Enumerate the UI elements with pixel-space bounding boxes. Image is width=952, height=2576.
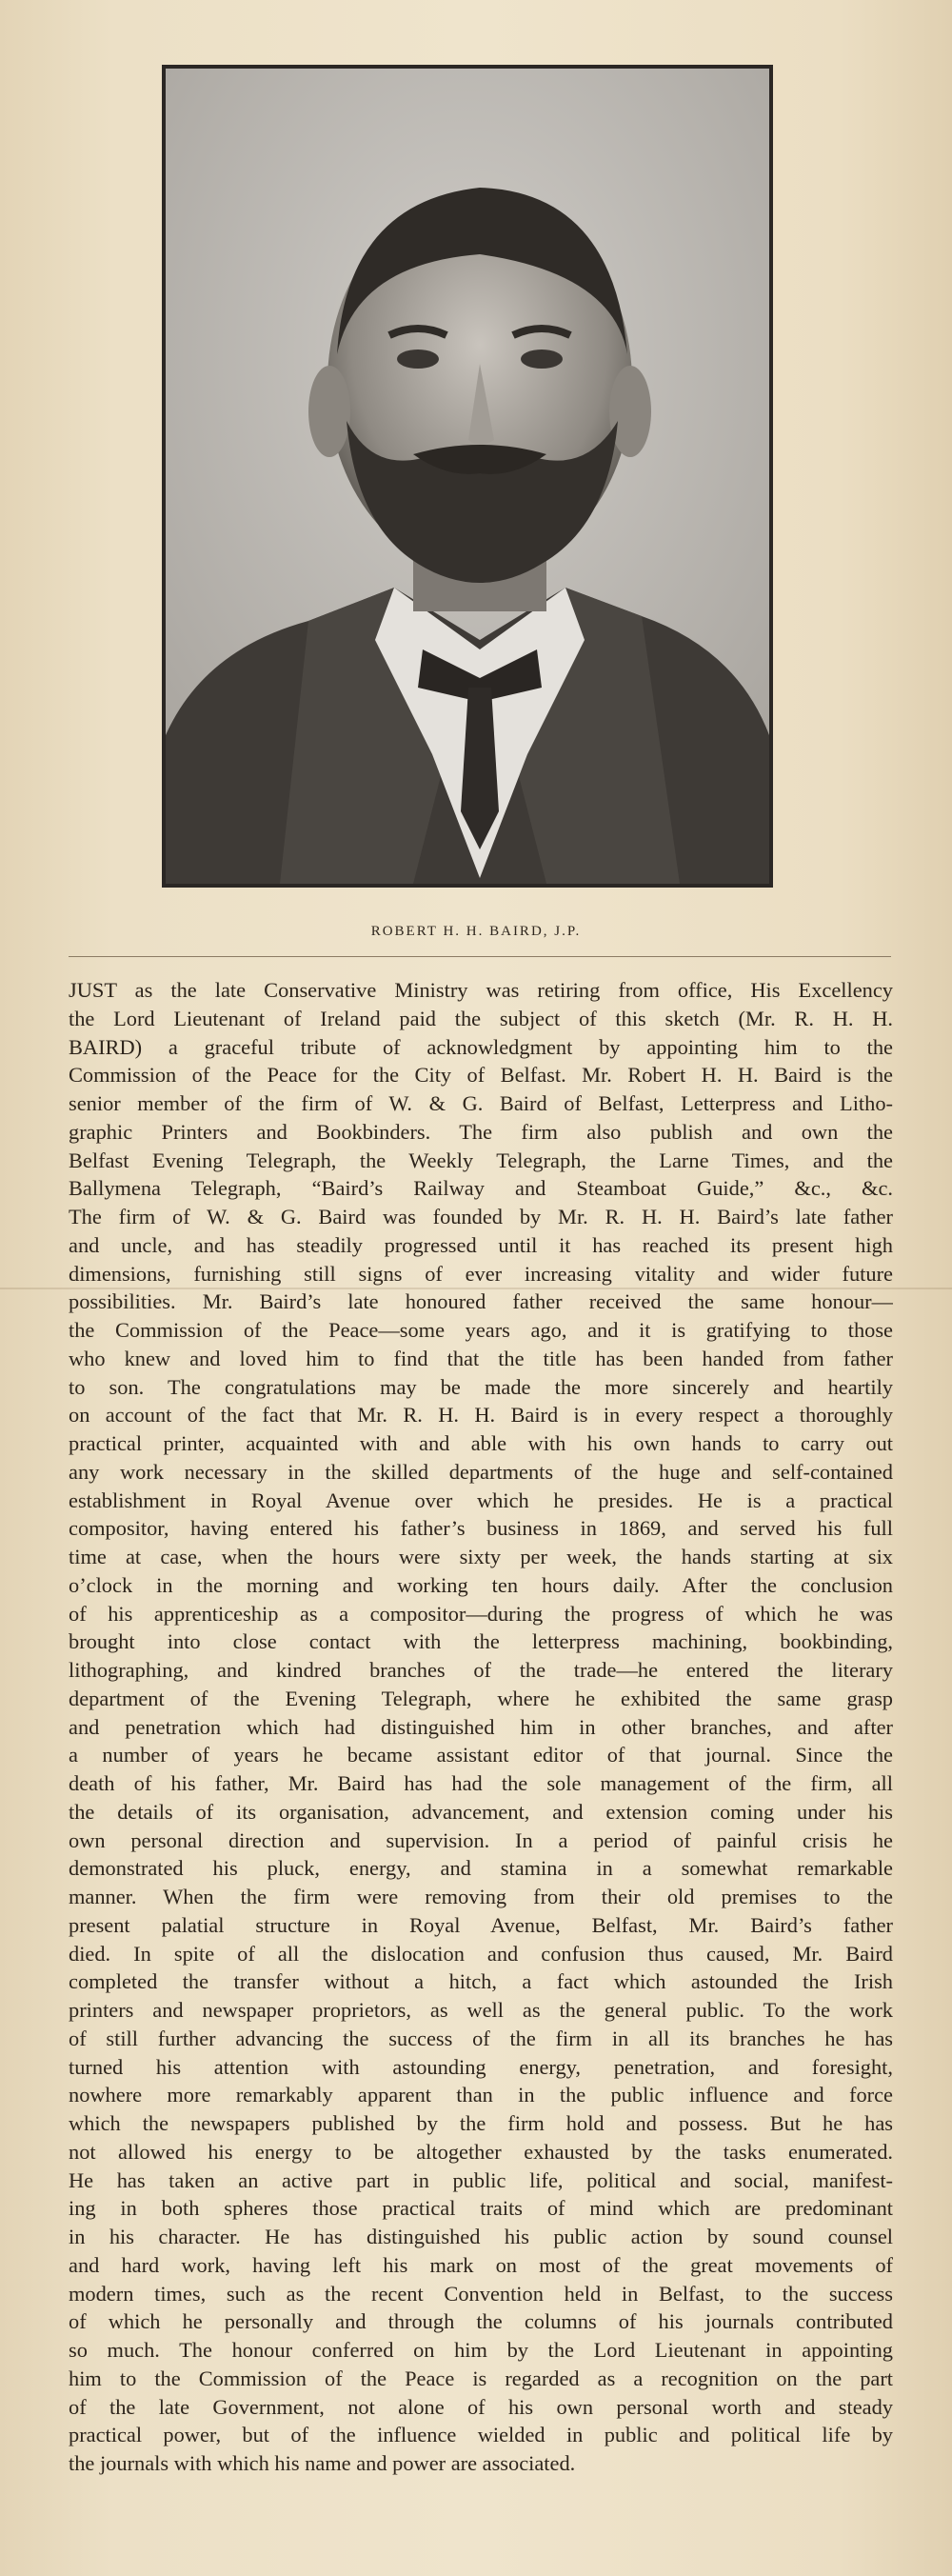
article-line: and hard work, having left his mark on most of the great movements of [69,2252,893,2277]
article-line: and penetration which had distinguished him in other branches, and after [69,1714,893,1739]
article-line: any work necessary in the skilled departments of the huge and self-contained [69,1459,893,1484]
article-line: Commission of the Peace for the City of Belfast. Mr. Robert H. H. Baird is the [69,1063,893,1088]
article-line: graphic Printers and Bookbinders. The firm also publish and own the [69,1119,893,1144]
article-line: possibilities. Mr. Baird’s late honoured father received the same honour— [69,1289,893,1314]
article-line: not allowed his energy to be altogether exhausted by the tasks enumerated. [69,2139,893,2164]
article-line: which the newspapers published by the firm hold and possess. But he has [69,2111,893,2135]
article-line: to son. The congratulations may be made the more sincerely and heartily [69,1374,893,1399]
article-line: the Commission of the Peace—some years ago, and it is gratifying to those [69,1318,893,1342]
article-line: present palatial structure in Royal Avenue, Belfast, Mr. Baird’s father [69,1912,893,1937]
article-body [69,976,893,2478]
article-line: nowhere more remarkably apparent than in the public influence and force [69,2083,893,2107]
article-line: on account of the fact that Mr. R. H. H. Baird is in every respect a thoroughly [69,1403,893,1428]
article-line: BAIRD) a graceful tribute of acknowledgment by appointing him to the [69,1034,893,1059]
article-line: senior member of the firm of W. & G. Baird of Belfast, Letterpress and Litho- [69,1091,893,1115]
article-line: him to the Commission of the Peace is regarded as a recognition on the part [69,2366,893,2390]
article-line: Ballymena Telegraph, “Baird’s Railway and Steamboat Guide,” &c., &c. [69,1176,893,1201]
article-line: Belfast Evening Telegraph, the Weekly Telegraph, the Larne Times, and the [69,1148,893,1172]
article-line: JUST as the late Conservative Ministry was retiring from office, His Excellency [69,978,893,1002]
portrait-caption: ROBERT H. H. BAIRD, J.P. [370,924,582,939]
article-line: printers and newspaper proprietors, as well as the general public. To the work [69,1998,893,2022]
article-line: of which he personally and through the columns of his journals contributed [69,2309,893,2334]
article-line: death of his father, Mr. Baird has had the sole management of the firm, all [69,1771,893,1795]
article-line: compositor, having entered his father’s business in 1869, and served his full [69,1516,893,1541]
article-line: of still further advancing the success of the firm in all its branches he has [69,2026,893,2050]
article-line: department of the Evening Telegraph, where he exhibited the same grasp [69,1686,893,1710]
article-line: so much. The honour conferred on him by the Lord Lieutenant in appointing [69,2338,893,2362]
article-line: dimensions, furnishing still signs of ever increasing vitality and wider future [69,1261,893,1286]
article-line: ing in both spheres those practical traits of mind which are predominant [69,2196,893,2221]
article-line: practical printer, acquainted with and able with his own hands to carry out [69,1431,893,1455]
article-line: practical power, but of the influence wielded in public and political life by [69,2423,893,2447]
portrait-photo [166,69,769,884]
article-line: the Lord Lieutenant of Ireland paid the subject of this sketch (Mr. R. H. H. [69,1006,893,1030]
article-line: died. In spite of all the dislocation and confusion thus caused, Mr. Baird [69,1941,893,1966]
article-line: a number of years he became assistant editor of that journal. Since the [69,1743,893,1767]
article-line: o’clock in the morning and working ten hours daily. After the conclusion [69,1572,893,1597]
article-line: manner. When the firm were removing from their old premises to the [69,1885,893,1908]
article-line: in his character. He has distinguished his public action by sound counsel [69,2225,893,2248]
article-line: The firm of W. & G. Baird was founded by Mr. R. H. H. Baird’s late father [69,1205,893,1228]
article-line: turned his attention with astounding energy, penetration, and foresight, [69,2054,893,2079]
portrait-frame [162,65,773,888]
article-line: brought into close contact with the letterpress machining, bookbinding, [69,1629,893,1654]
article-line: and uncle, and has steadily progressed until it has reached its present high [69,1232,893,1257]
article-line: of his apprenticeship as a compositor—during the progress of which he was [69,1601,893,1626]
portrait-image [166,69,769,884]
article-line: of the late Government, not alone of his own personal worth and steady [69,2394,893,2419]
article-line: time at case, when the hours were sixty per week, the hands starting at six [69,1545,893,1568]
article-line: who knew and loved him to find that the title has been handed from father [69,1346,893,1370]
article-line: the journals with which his name and power are associated. [69,2451,576,2475]
article-line: establishment in Royal Avenue over which he presides. He is a practical [69,1488,893,1512]
article-line: own personal direction and supervision. In a period of painful crisis he [69,1827,893,1852]
article-line: completed the transfer without a hitch, a fact which astounded the Irish [69,1969,893,1994]
article-line: the details of its organisation, advancement, and extension coming under his [69,1799,893,1824]
article-line: lithographing, and kindred branches of the trade—he entered the literary [69,1658,893,1682]
article-line: demonstrated his pluck, energy, and stamina in a somewhat remarkable [69,1856,893,1881]
article-line: He has taken an active part in public life, political and social, manifest- [69,2167,893,2192]
caption-divider [69,956,891,957]
article-line: modern times, such as the recent Convention held in Belfast, to the success [69,2281,893,2306]
